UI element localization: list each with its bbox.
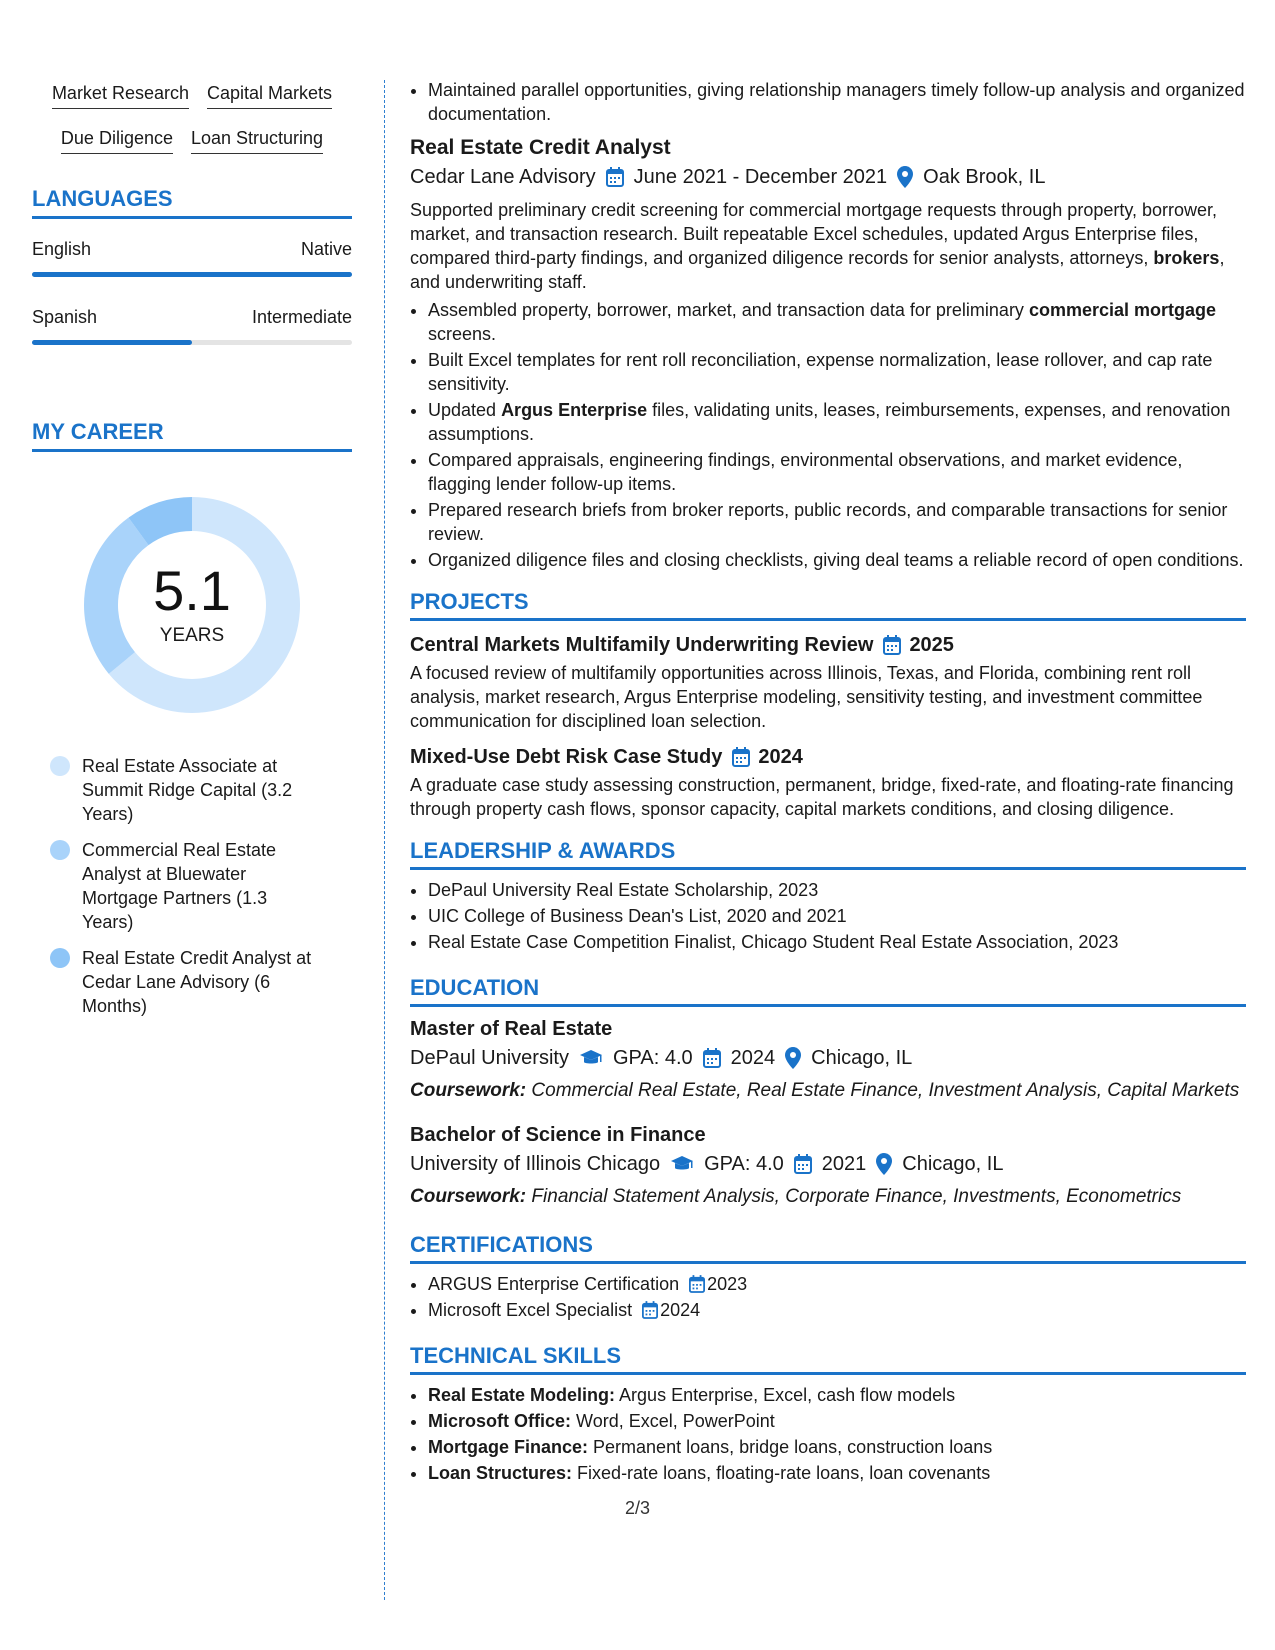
location-pin-icon — [897, 166, 913, 188]
job-summary-text: , and underwriting staff. — [410, 248, 1225, 292]
calendar-icon — [642, 1301, 658, 1319]
job-summary-text: Supported preliminary credit screening for commercial mortgage requests through property, borrower, market, and transaction research. Built repeatable Excel schedules, updated Argus Enterprise files, compared third-party findings, and organized diligence records for senior analysts, attorneys, — [410, 200, 1218, 268]
language-level: Native — [300, 239, 352, 259]
bullet-item: • Updated Argus Enterprise files, validating units, leases, reimbursements, expenses, and renovation assumptions. — [428, 398, 1246, 446]
experience-bullets-continued — [410, 78, 1246, 126]
certifications-list — [410, 1272, 1246, 1322]
legend-item — [50, 838, 320, 934]
leadership-list — [410, 878, 1246, 954]
page-number: 2/3 — [624, 1498, 651, 1518]
skill-item: • Mortgage Finance: Permanent loans, bridge loans, construction loans — [428, 1435, 1246, 1459]
job-location: Oak Brook, IL — [923, 166, 1046, 188]
gpa: GPA: 4.0 — [612, 1047, 693, 1069]
coursework-text: Financial Statement Analysis, Corporate Finance, Investments, Econometrics — [531, 1186, 1182, 1207]
calendar-icon — [689, 1275, 705, 1293]
bullet-item: • Compared appraisals, engineering findings, environmental observations, and market evidence, flagging lender follow-up items. — [428, 448, 1246, 496]
calendar-icon — [794, 1154, 812, 1174]
job-summary — [410, 198, 1246, 294]
language-name: Spanish — [32, 307, 98, 327]
career-legend — [32, 754, 352, 1018]
skill-item: • Loan Structures: Fixed-rate loans, floating-rate loans, loan covenants — [428, 1461, 1246, 1485]
project-name: Mixed-Use Debt Risk Case Study — [410, 746, 723, 768]
language-name: English — [32, 239, 92, 259]
education-location: Chicago, IL — [811, 1047, 913, 1069]
bullet-item: • Organized diligence files and closing checklists, giving deal teams a reliable record of open conditions. — [428, 548, 1246, 572]
skill-tags — [32, 82, 352, 154]
job-bullets — [410, 298, 1246, 572]
legend-dot — [50, 948, 70, 968]
leadership-title: LEADERSHIP & AWARDS — [410, 837, 1246, 870]
calendar-icon — [703, 1048, 721, 1068]
career-title: MY CAREER — [32, 419, 352, 452]
bullet-item: • DePaul University Real Estate Scholarship, 2023 — [428, 878, 1246, 902]
project-description: A graduate case study assessing construction, permanent, bridge, fixed-rate, and floating-rate financing through property cash flows, sponsor capacity, capital markets conditions, and closing diligence. — [410, 775, 1234, 819]
language-level: Intermediate — [251, 307, 352, 327]
career-total-value: 5.1 — [153, 559, 231, 622]
degree-name: Master of Real Estate — [410, 1018, 613, 1040]
job-title: Real Estate Credit Analyst — [410, 136, 671, 159]
career-total-unit: YEARS — [159, 625, 225, 646]
graduation-cap-icon — [670, 1155, 694, 1173]
language-bar — [32, 272, 352, 277]
bullet-item: • Real Estate Case Competition Finalist, Chicago Student Real Estate Association, 2023 — [428, 930, 1246, 954]
legend-label: Commercial Real Estate Analyst at Bluewater Mortgage Partners (1.3 Years) — [82, 840, 277, 932]
calendar-icon — [732, 747, 750, 767]
project-year: 2024 — [758, 746, 803, 768]
bullet-item: • Built Excel templates for rent roll reconciliation, expense normalization, lease rollover, and cap rate sensitivity. — [428, 348, 1246, 396]
technical-skills-list — [410, 1383, 1246, 1485]
coursework — [410, 1185, 1246, 1209]
bullet-item: • Assembled property, borrower, market, and transaction data for preliminary commercial mortgage screens. — [428, 298, 1246, 346]
education-item — [410, 1121, 1246, 1209]
languages-section — [32, 186, 352, 345]
bullet-item: • UIC College of Business Dean's List, 2020 and 2021 — [428, 904, 1246, 928]
tag-row — [32, 127, 352, 154]
bullet-item: • Maintained parallel opportunities, giving relationship managers timely follow-up analysis and organized documentation. — [428, 78, 1246, 126]
skill-tag: Due Diligence — [61, 127, 173, 154]
language-bar — [32, 340, 352, 345]
education-meta — [410, 1043, 1246, 1073]
career-donut — [77, 490, 307, 720]
bullet-item: • Prepared research briefs from broker reports, public records, and comparable transactions for senior review. — [428, 498, 1246, 546]
legend-item — [50, 946, 320, 1018]
project-name: Central Markets Multifamily Underwriting Review — [410, 634, 874, 656]
coursework-label: Coursework: — [410, 1080, 527, 1101]
legend-label: Real Estate Associate at Summit Ridge Capital (3.2 Years) — [82, 756, 293, 824]
coursework — [410, 1079, 1246, 1103]
sidebar — [32, 82, 352, 1030]
certification-item — [428, 1272, 1246, 1296]
legend-dot — [50, 756, 70, 776]
languages-title: LANGUAGES — [32, 186, 352, 219]
location-pin-icon — [876, 1153, 892, 1175]
project-item — [410, 743, 1246, 821]
skill-tag: Capital Markets — [207, 82, 332, 109]
project-item — [410, 631, 1246, 733]
job-summary-bold: brokers — [1153, 248, 1220, 268]
coursework-label: Coursework: — [410, 1186, 527, 1207]
certification-name: • ARGUS Enterprise Certification — [428, 1274, 680, 1294]
projects-title: PROJECTS — [410, 588, 1246, 621]
legend-item — [50, 754, 320, 826]
school-name: DePaul University — [410, 1047, 569, 1069]
education-title: EDUCATION — [410, 974, 1246, 1007]
column-divider — [384, 80, 385, 1600]
graduation-cap-icon — [579, 1049, 603, 1067]
degree-name: Bachelor of Science in Finance — [410, 1124, 706, 1146]
legend-label: Real Estate Credit Analyst at Cedar Lane Advisory (6 Months) — [82, 948, 312, 1016]
education-location: Chicago, IL — [902, 1153, 1004, 1175]
school-name: University of Illinois Chicago — [410, 1153, 661, 1175]
certification-item — [428, 1298, 1246, 1322]
education-item — [410, 1015, 1246, 1103]
gpa: GPA: 4.0 — [704, 1153, 784, 1175]
certification-name: • Microsoft Excel Specialist — [428, 1300, 633, 1320]
skill-item: • Real Estate Modeling: Argus Enterprise, Excel, cash flow models — [428, 1383, 1246, 1407]
main-content — [410, 78, 1246, 1487]
calendar-icon — [883, 635, 901, 655]
language-bar-fill — [32, 340, 192, 345]
certification-year: 2023 — [707, 1274, 748, 1294]
education-year: 2021 — [821, 1153, 867, 1175]
language-item — [32, 307, 352, 345]
job-company: Cedar Lane Advisory — [410, 166, 596, 188]
skill-tag: Loan Structuring — [191, 127, 323, 154]
language-item — [32, 239, 352, 277]
skill-tag: Market Research — [52, 82, 189, 109]
certifications-title: CERTIFICATIONS — [410, 1231, 1246, 1264]
job-meta — [410, 162, 1246, 192]
calendar-icon — [606, 167, 624, 187]
skill-item: • Microsoft Office: Word, Excel, PowerPoint — [428, 1409, 1246, 1433]
legend-dot — [50, 840, 70, 860]
career-section — [32, 419, 352, 1018]
project-year: 2025 — [909, 634, 954, 656]
certification-year: 2024 — [660, 1300, 701, 1320]
language-bar-fill — [32, 272, 352, 277]
technical-skills-title: TECHNICAL SKILLS — [410, 1342, 1246, 1375]
tag-row — [32, 82, 352, 109]
location-pin-icon — [785, 1047, 801, 1069]
education-meta — [410, 1149, 1246, 1179]
education-year: 2024 — [730, 1047, 776, 1069]
coursework-text: Commercial Real Estate, Real Estate Finance, Investment Analysis, Capital Markets — [531, 1080, 1240, 1101]
project-description: A focused review of multifamily opportunities across Illinois, Texas, and Florida, combining rent roll analysis, market research, Argus Enterprise modeling, sensitivity testing, and investment committee communication for disciplined loan selection. — [410, 663, 1203, 731]
job-dates: June 2021 - December 2021 — [633, 166, 888, 188]
